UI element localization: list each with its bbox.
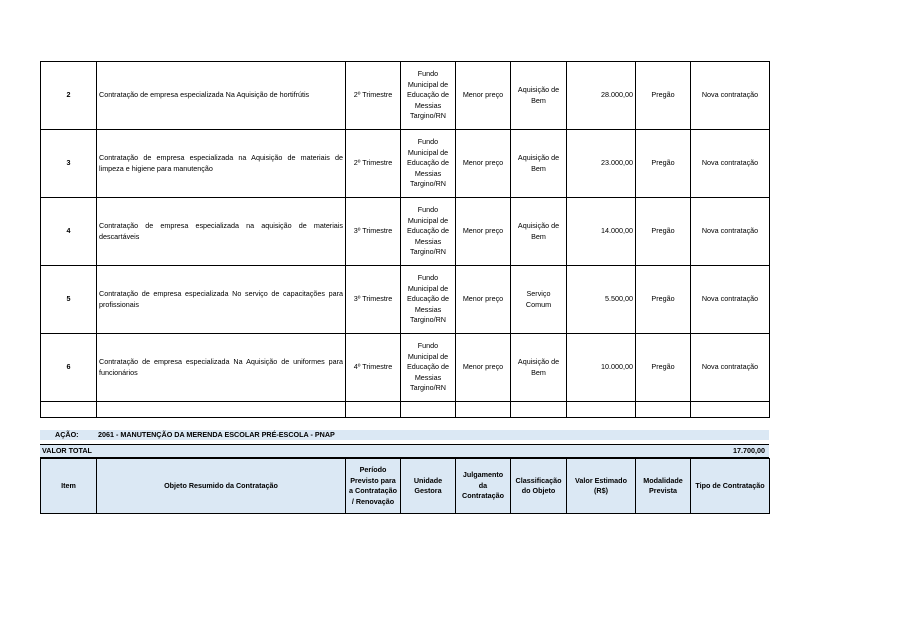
tipo-cell: Nova contratação — [691, 62, 770, 130]
modalidade-cell: Pregão — [636, 130, 691, 198]
table-row — [41, 198, 770, 266]
item-cell: 3 — [41, 130, 97, 198]
periodo-cell: 3º Trimestre — [346, 266, 401, 334]
modalidade-cell: Pregão — [636, 334, 691, 402]
julgamento-cell: Menor preço — [456, 198, 511, 266]
modalidade-cell: Pregão — [636, 266, 691, 334]
header-julgamento: Julgamento da Contratação — [456, 459, 511, 514]
tipo-cell: Nova contratação — [691, 198, 770, 266]
unidade-cell: Fundo Municipal de Educação de Messias Targino/RN — [401, 266, 456, 334]
periodo-cell: 2º Trimestre — [346, 62, 401, 130]
objeto-cell: Contratação de empresa especializada na aquisição de materiais descartáveis — [97, 198, 346, 266]
table-row — [41, 334, 770, 402]
table-row — [41, 62, 770, 130]
item-cell: 2 — [41, 62, 97, 130]
classificacao-cell: Aquisição de Bem — [511, 62, 567, 130]
objeto-cell: Contratação de empresa especializada Na Aquisição de uniformes para funcionários — [97, 334, 346, 402]
table-header — [40, 458, 770, 514]
classificacao-cell: Aquisição de Bem — [511, 130, 567, 198]
header-objeto: Objeto Resumido da Contratação — [97, 459, 346, 514]
header-valor: Valor Estimado (R$) — [567, 459, 636, 514]
tipo-cell: Nova contratação — [691, 130, 770, 198]
objeto-cell: Contratação de empresa especializada na Aquisição de materiais de limpeza e higiene para manutenção — [97, 130, 346, 198]
valor-cell: 28.000,00 — [567, 62, 636, 130]
header-unidade: Unidade Gestora — [401, 459, 456, 514]
classificacao-cell: Aquisição de Bem — [511, 198, 567, 266]
acao-label: AÇÃO: — [55, 430, 79, 439]
tipo-cell: Nova contratação — [691, 334, 770, 402]
periodo-cell: 2º Trimestre — [346, 130, 401, 198]
table-row — [41, 266, 770, 334]
item-cell: 4 — [41, 198, 97, 266]
unidade-cell: Fundo Municipal de Educação de Messias Targino/RN — [401, 334, 456, 402]
periodo-cell: 4º Trimestre — [346, 334, 401, 402]
objeto-cell: Contratação de empresa especializada No serviço de capacitações para profissionais — [97, 266, 346, 334]
valor-total-bar — [40, 444, 769, 458]
tipo-cell: Nova contratação — [691, 266, 770, 334]
item-cell: 6 — [41, 334, 97, 402]
julgamento-cell: Menor preço — [456, 62, 511, 130]
valor-total-value: 17.700,00 — [733, 446, 765, 455]
header-tipo: Tipo de Contratação — [691, 459, 770, 514]
valor-cell: 5.500,00 — [567, 266, 636, 334]
classificacao-cell: Serviço Comum — [511, 266, 567, 334]
acao-text: 2061 - MANUTENÇÃO DA MERENDA ESCOLAR PRÉ-ESCOLA - PNAP — [98, 430, 335, 439]
objeto-cell: Contratação de empresa especializada Na Aquisição de hortifrútis — [97, 62, 346, 130]
header-classificacao: Classificação do Objeto — [511, 459, 567, 514]
unidade-cell: Fundo Municipal de Educação de Messias Targino/RN — [401, 198, 456, 266]
julgamento-cell: Menor preço — [456, 266, 511, 334]
valor-cell: 23.000,00 — [567, 130, 636, 198]
unidade-cell: Fundo Municipal de Educação de Messias Targino/RN — [401, 130, 456, 198]
header-row — [41, 459, 770, 514]
contracts-table — [40, 61, 770, 418]
table-row — [41, 130, 770, 198]
header-modalidade: Modalidade Prevista — [636, 459, 691, 514]
valor-cell: 14.000,00 — [567, 198, 636, 266]
unidade-cell: Fundo Municipal de Educação de Messias Targino/RN — [401, 62, 456, 130]
item-cell: 5 — [41, 266, 97, 334]
acao-bar — [40, 430, 769, 440]
valor-cell: 10.000,00 — [567, 334, 636, 402]
julgamento-cell: Menor preço — [456, 334, 511, 402]
header-item: Item — [41, 459, 97, 514]
header-periodo: Período Previsto para a Contratação / Renovação — [346, 459, 401, 514]
modalidade-cell: Pregão — [636, 198, 691, 266]
empty-row — [41, 402, 770, 418]
julgamento-cell: Menor preço — [456, 130, 511, 198]
periodo-cell: 3º Trimestre — [346, 198, 401, 266]
classificacao-cell: Aquisição de Bem — [511, 334, 567, 402]
modalidade-cell: Pregão — [636, 62, 691, 130]
valor-total-label: VALOR TOTAL — [42, 446, 92, 455]
